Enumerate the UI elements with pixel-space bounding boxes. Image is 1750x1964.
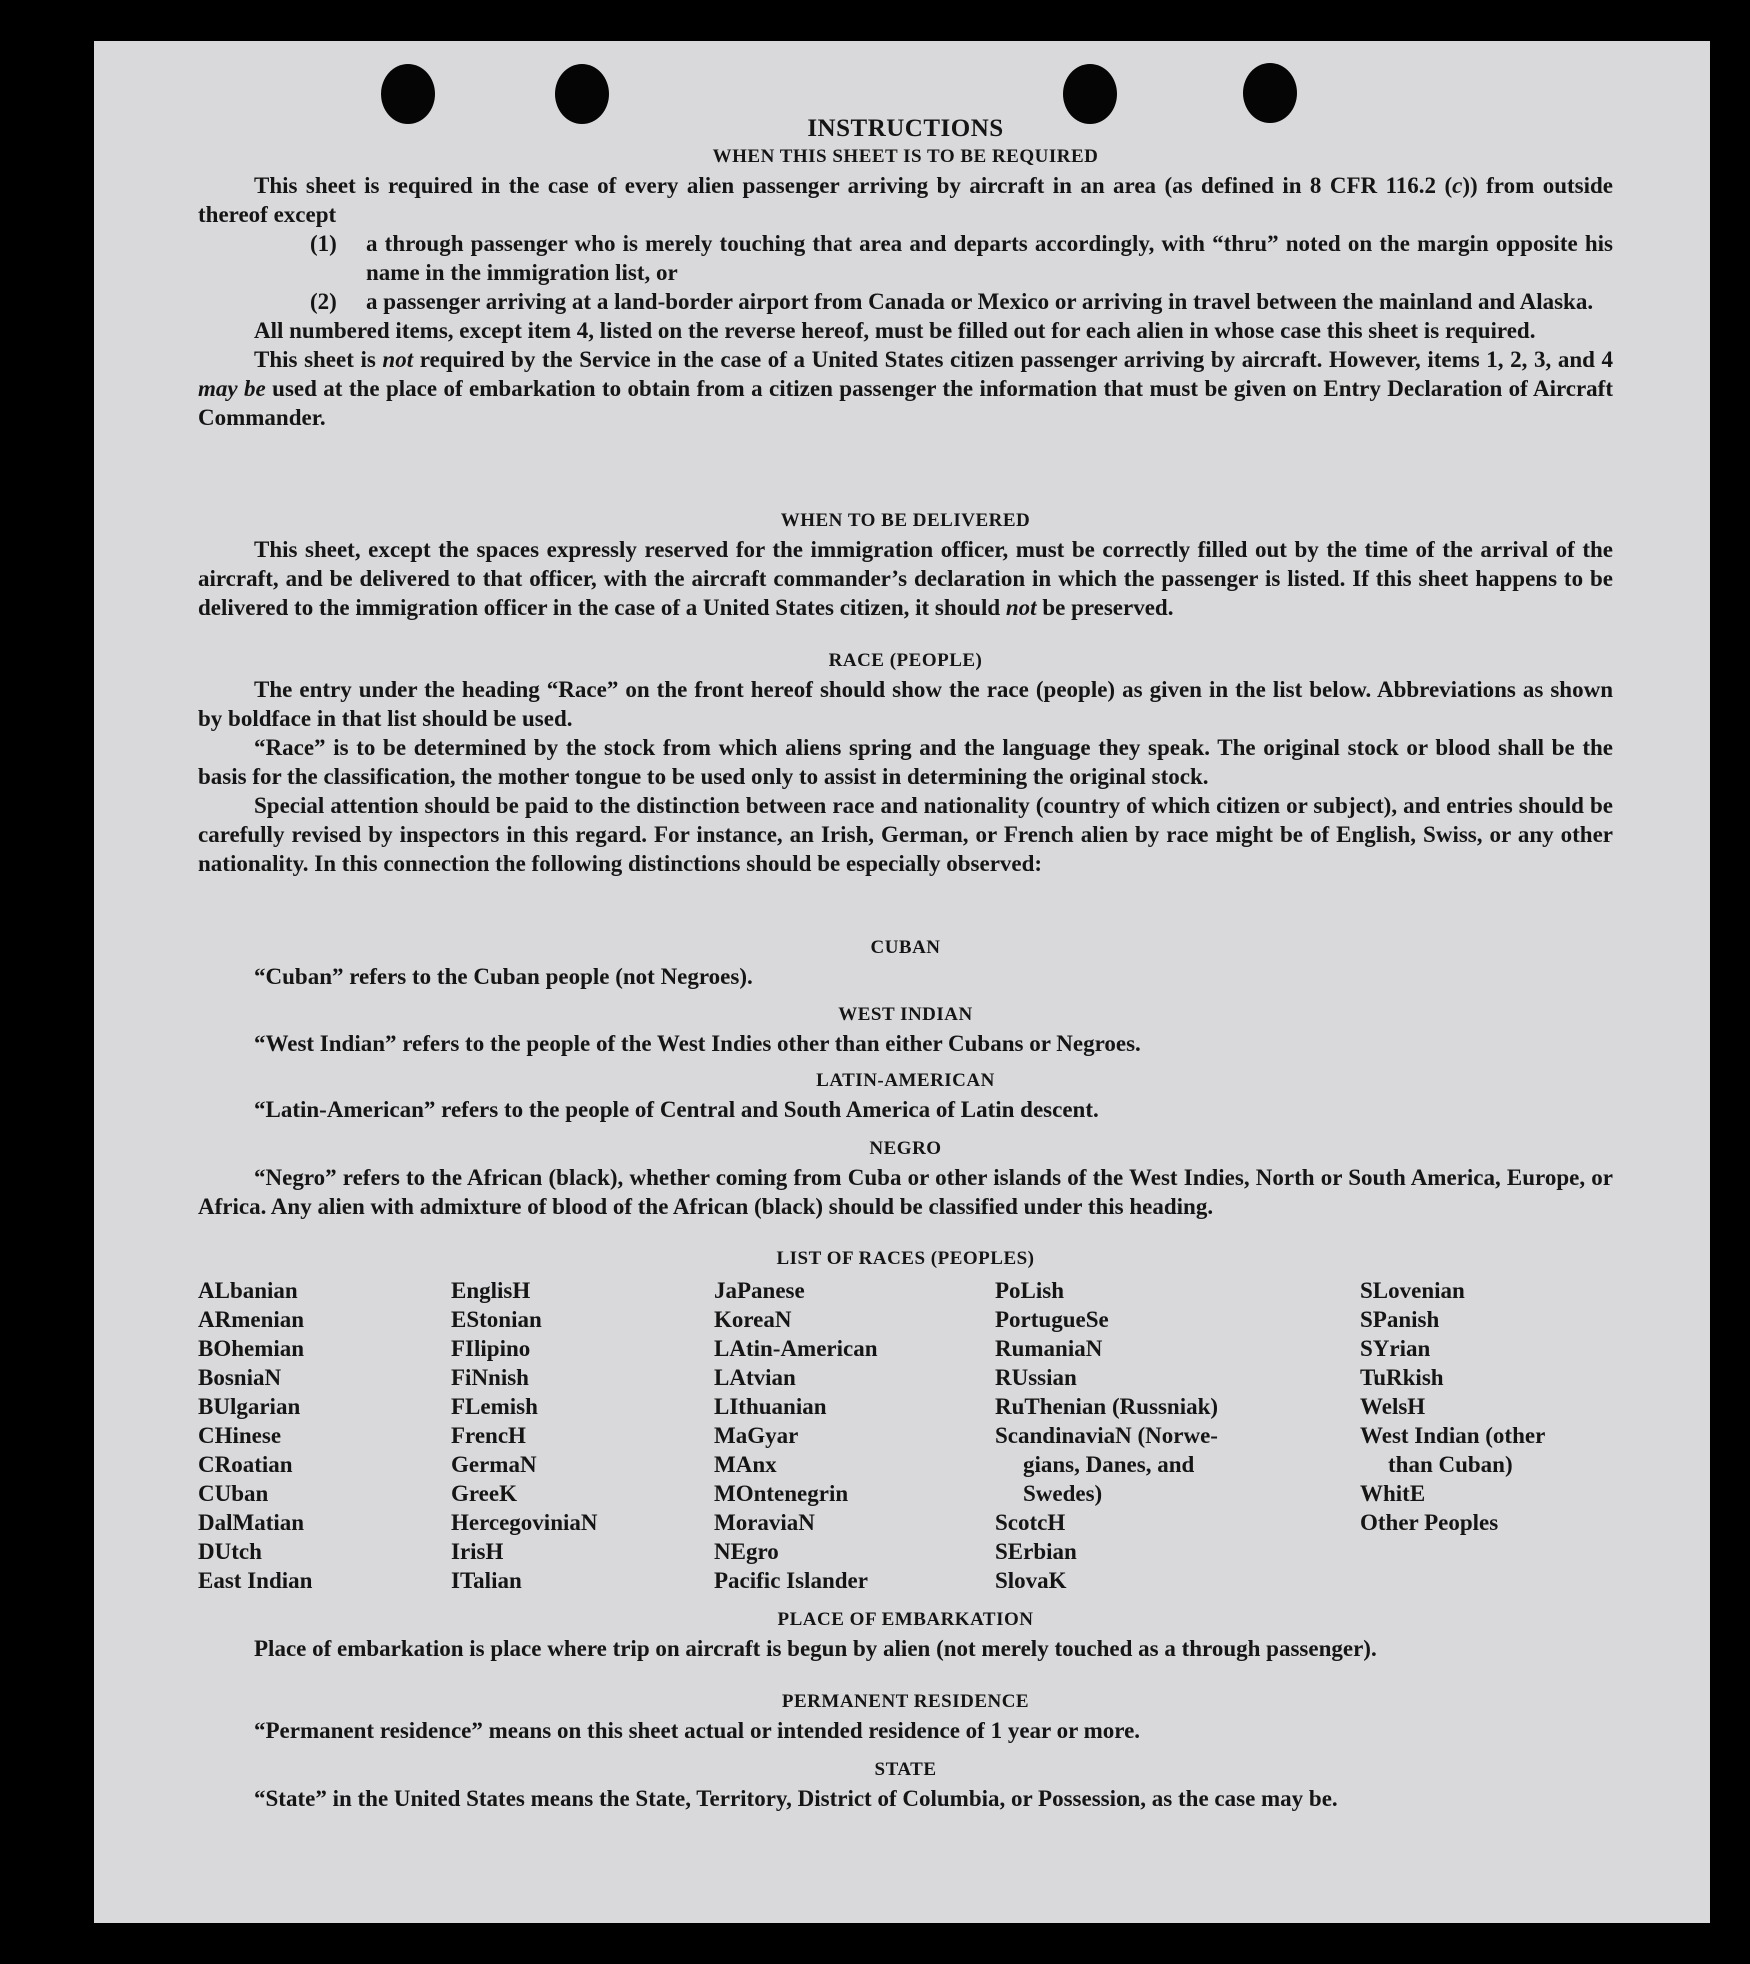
race-list-item: FIlipino [451, 1336, 531, 1361]
item-text: a through passenger who is merely touching that area and departs accordingly, with “thru” noted on the margin opposite his name in the immigration list, or [366, 231, 1613, 285]
section-state [198, 1756, 1613, 1813]
race-list-item: CHinese [198, 1423, 282, 1448]
section-cuban [198, 934, 1613, 991]
section-delivered [198, 507, 1613, 622]
section-west-indian [198, 1001, 1613, 1058]
race-list-item: East Indian [198, 1568, 313, 1593]
paragraph: Special attention should be paid to the distinction between race and nationality (country of which citizen or subject), and entries should be carefully revised by inspectors in this regard. For instance, an Irish, German, or French alien by race might be of English, Swiss, or any other nationality. In this connection the following distinctions should be especially observed: [198, 793, 1613, 876]
heading-list-of-races: LIST OF RACES (PEOPLES) [776, 1248, 1035, 1269]
paragraph: “State” in the United States means the State, Territory, District of Columbia, or Possession, as the case may be. [254, 1786, 1338, 1811]
race-list-item: MoraviaN [714, 1510, 815, 1535]
item-number: (2) [310, 289, 337, 314]
paragraph: All numbered items, except item 4, listed on the reverse hereof, must be filled out for each alien in whose case this sheet is required. [254, 318, 1536, 343]
paragraph: “Permanent residence” means on this sheet actual or intended residence of 1 year or more. [254, 1718, 1141, 1743]
race-list-item: ITalian [451, 1568, 522, 1593]
race-list-item: gians, Danes, and [1023, 1452, 1195, 1477]
paragraph [198, 345, 1613, 432]
races-column-4 [995, 1276, 1281, 1595]
race-list-item: SYrian [1360, 1336, 1431, 1361]
heading-west-indian: WEST INDIAN [838, 1004, 973, 1025]
race-list-item: RumaniaN [995, 1336, 1103, 1361]
races-column-5 [1360, 1276, 1614, 1537]
races-column-2 [451, 1276, 598, 1595]
race-list-item: LIthuanian [714, 1394, 827, 1419]
race-list-item: GermaN [451, 1452, 537, 1477]
heading-required: WHEN THIS SHEET IS TO BE REQUIRED [712, 146, 1099, 167]
race-list-item: DalMatian [198, 1510, 305, 1535]
heading-latin-american: LATIN-AMERICAN [816, 1070, 995, 1091]
race-list-item: LAtin-American [714, 1336, 878, 1361]
race-list-item: FrencH [451, 1423, 526, 1448]
race-list-item: Swedes) [1023, 1481, 1103, 1506]
race-list-item: FiNnish [451, 1365, 529, 1390]
race-list-item: IrisH [451, 1539, 504, 1564]
section-required [198, 115, 1613, 432]
text: may be [198, 376, 266, 401]
race-list-item: West Indian (other [1360, 1423, 1546, 1448]
paragraph: The entry under the heading “Race” on the front hereof should show the race (people) as given in the list below. Abbreviations as shown by boldface in that list should be used. [198, 677, 1613, 731]
text: required by the Service in the case of a United States citizen passenger arriving by aircraft. However, items 1, 2, 3, and 4 [413, 347, 1613, 372]
paragraph: “West Indian” refers to the people of the West Indies other than either Cubans or Negroes. [254, 1031, 1141, 1056]
race-list-item: Pacific Islander [714, 1568, 868, 1593]
heading-embarkation: PLACE OF EMBARKATION [777, 1609, 1034, 1630]
punch-hole [1243, 63, 1297, 123]
heading-residence: PERMANENT RESIDENCE [781, 1691, 1030, 1712]
race-list-item: TuRkish [1360, 1365, 1444, 1390]
race-list-item: JaPanese [714, 1278, 805, 1303]
race-list-item: CRoatian [198, 1452, 293, 1477]
race-list-item: EStonian [451, 1307, 542, 1332]
section-races-heading [198, 1245, 1613, 1273]
heading-race: RACE (PEOPLE) [828, 650, 983, 671]
race-list-item: SlovaK [995, 1568, 1067, 1593]
race-list-item: FLemish [451, 1394, 538, 1419]
text: This sheet is [254, 347, 383, 372]
race-list-item: Other Peoples [1360, 1510, 1499, 1535]
race-list-item: ARmenian [198, 1307, 305, 1332]
race-list-item: WelsH [1360, 1394, 1426, 1419]
list-item [198, 287, 1613, 316]
text: This sheet is required in the case of every alien passenger arriving by aircraft in an area (as defined in 8 CFR 116.2 ( [254, 173, 1453, 198]
race-list-item: BUlgarian [198, 1394, 301, 1419]
race-list-item: PoLish [995, 1278, 1065, 1303]
page-title: INSTRUCTIONS [807, 115, 1004, 142]
race-list-item: NEgro [714, 1539, 779, 1564]
list-item [198, 229, 1613, 287]
race-list-item: DUtch [198, 1539, 262, 1564]
race-list-item: BosniaN [198, 1365, 282, 1390]
race-list-item: BOhemian [198, 1336, 305, 1361]
race-list-item: KoreaN [714, 1307, 792, 1332]
race-list-item: ScotcH [995, 1510, 1066, 1535]
item-text: a passenger arriving at a land-border airport from Canada or Mexico or arriving in travel between the mainland and Alaska. [366, 289, 1594, 314]
item-number: (1) [310, 231, 337, 256]
race-list-item: MaGyar [714, 1423, 799, 1448]
heading-state: STATE [874, 1759, 937, 1780]
paragraph: “Negro” refers to the African (black), whether coming from Cuba or other islands of the West Indies, North or South America, Europe, or Africa. Any alien with admixture of blood of the African (black) should be classified under this heading. [198, 1165, 1613, 1219]
section-residence [198, 1688, 1613, 1745]
race-list-item: ScandinaviaN (Norwe- [995, 1423, 1218, 1448]
race-list-item: EnglisH [451, 1278, 531, 1303]
race-list-item: CUban [198, 1481, 269, 1506]
text: This sheet, except the spaces expressly reserved for the immigration officer, must be correctly filled out by the time of the arrival of the aircraft, and be delivered to that officer, with the aircraft commander’s declaration in which the passenger is listed. If this sheet happens to be delivered to the immigration officer in the case of a United States citizen, it should [198, 537, 1613, 620]
heading-negro: NEGRO [869, 1138, 942, 1159]
section-negro [198, 1135, 1613, 1221]
section-race [198, 647, 1613, 878]
race-list-item: SLovenian [1360, 1278, 1465, 1303]
heading-cuban: CUBAN [870, 937, 941, 958]
text: not [382, 347, 414, 372]
races-column-1 [198, 1276, 312, 1595]
race-list-item: SErbian [995, 1539, 1077, 1564]
race-list-item: RUssian [995, 1365, 1077, 1390]
race-list-item: MOntenegrin [714, 1481, 849, 1506]
paragraph [198, 535, 1613, 622]
race-list-item: WhitE [1360, 1481, 1426, 1506]
text: c [1452, 173, 1463, 198]
race-list-item: than Cuban) [1388, 1452, 1513, 1477]
paragraph: “Race” is to be determined by the stock from which aliens spring and the language they speak. The original stock or blood shall be the basis for the classification, the mother tongue to be used only to assist in determining the original stock. [198, 735, 1613, 789]
races-column-3 [714, 1276, 878, 1595]
race-list-item: LAtvian [714, 1365, 796, 1390]
text: )) from outside thereof except [198, 173, 1613, 227]
race-list-item: GreeK [451, 1481, 517, 1506]
paragraph: “Latin-American” refers to the people of Central and South America of Latin descent. [254, 1097, 1099, 1122]
race-list-item: RuThenian (Russniak) [995, 1394, 1219, 1419]
race-list-item: SPanish [1360, 1307, 1440, 1332]
paragraph: Place of embarkation is place where trip on aircraft is begun by alien (not merely touched as a through passenger). [254, 1636, 1377, 1661]
race-list-item: ALbanian [198, 1278, 298, 1303]
text: not [1005, 595, 1037, 620]
section-embarkation [198, 1606, 1613, 1663]
paragraph [198, 171, 1613, 229]
text: used at the place of embarkation to obtain from a citizen passenger the information that must be given on Entry Declaration of Aircraft Commander. [198, 376, 1614, 430]
paragraph: “Cuban” refers to the Cuban people (not Negroes). [254, 964, 753, 989]
text: be preserved. [1036, 595, 1174, 620]
section-latin-american [198, 1067, 1613, 1124]
race-list-item: MAnx [714, 1452, 777, 1477]
race-list-item: PortugueSe [995, 1307, 1109, 1332]
race-list-item: HercegoviniaN [451, 1510, 598, 1535]
heading-delivered: WHEN TO BE DELIVERED [780, 510, 1031, 531]
